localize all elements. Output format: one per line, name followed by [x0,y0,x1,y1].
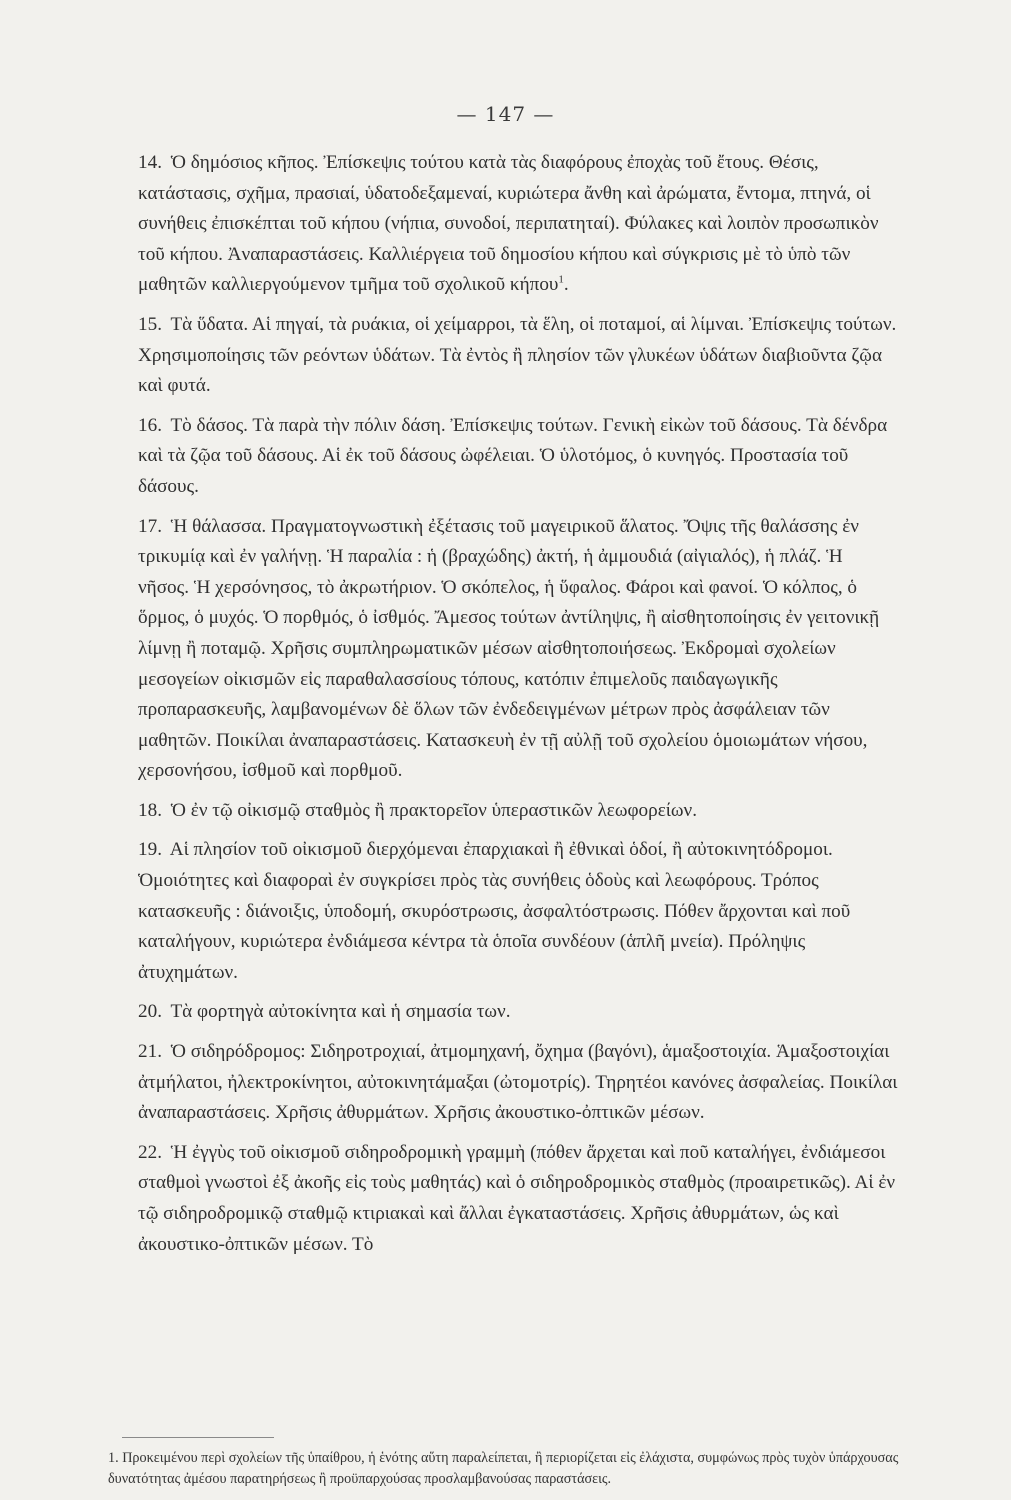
paragraph-text: Ὁ σιδηρόδρομος: Σιδηροτροχιαί, ἀτμομηχανή, ὄχημα (βαγόνι), ἁμαξοστοιχία. Ἁμαξοστοιχίαι ἀτμήλατοι, ἠλεκτροκίνητοι, αὐτοκινητάμαξαι (ὠτομοτρίς). Τηρητέοι κανόνες ἀσφαλείας. Ποικίλαι ἀναπαραστάσεις. Χρῆσις ἀθυρμάτων. Χρῆσις ἀκουστικο-ὀπτικῶν μέσων. [138,1041,898,1124]
paragraph-text: Ἡ ἐγγὺς τοῦ οἰκισμοῦ σιδηροδρομικὴ γραμμὴ (πόθεν ἄρχεται καὶ ποῦ καταλήγει, ἐνδιάμεσοι σταθμοὶ γνωστοὶ ἐξ ἀκοῆς εἰς τοὺς μαθητάς) καὶ ὁ σιδηροδρομικὸς σταθμὸς (προαιρετικῶς). Αἱ ἐν τῷ σιδηροδρομικῷ σταθμῷ κτιριακαὶ καὶ ἄλλαι ἐγκαταστάσεις. Χρῆσις ἀθυρμάτων, ὡς καὶ ἀκουστικο-ὀπτικῶν μέσων. Τὸ [138,1141,896,1255]
footnote [108,1448,900,1490]
paragraph-number: 20. [138,1001,162,1023]
footnote-number: 1. [108,1450,119,1466]
paragraph-20 [138,997,898,1028]
paragraph-tail: . [563,274,569,296]
paragraph-text: Ὁ δημόσιος κῆπος. Ἐπίσκεψις τούτου κατὰ τὰς διαφόρους ἐποχὰς τοῦ ἔτους. Θέσις, κατάστασις, σχῆμα, πρασιαί, ὑδατοδεξαμεναί, κυριώτερα ἄνθη καὶ ἀρώματα, ἔντομα, πτηνά, οἱ συνήθεις ἐπισκέπται τοῦ κήπου (νήπια, συνοδοί, περιπατηταί). Φύλακες καὶ λοιπὸν προσωπικὸν τοῦ κήπου. Ἀναπαραστάσεις. Καλλιέργεια τοῦ δημοσίου κήπου καὶ σύγκρισις μὲ τὸ ὑπὸ τῶν μαθητῶν καλλιεργούμενον τμῆμα τοῦ σχολικοῦ κήπου [138,152,879,296]
body-text [138,148,898,1269]
footnote-divider [122,1437,274,1438]
paragraph-text: Τὸ δάσος. Τὰ παρὰ τὴν πόλιν δάση. Ἐπίσκεψις τούτων. Γενικὴ εἰκὼν τοῦ δάσους. Τὰ δένδρα καὶ τὰ ζῷα τοῦ δάσους. Αἱ ἐκ τοῦ δάσους ὠφέλειαι. Ὁ ὑλοτόμος, ὁ κυνηγός. Προστασία τοῦ δάσους. [138,414,888,497]
paragraph-21 [138,1037,898,1129]
paragraph-14 [138,148,898,301]
footnote-text-block [108,1448,900,1490]
paragraph-text: Τὰ ὕδατα. Αἱ πηγαί, τὰ ρυάκια, οἱ χείμαρροι, τὰ ἕλη, οἱ ποταμοί, αἱ λίμναι. Ἐπίσκεψις τούτων. Χρησιμοποίησις τῶν ρεόντων ὑδάτων. Τὰ ἐντὸς ἢ πλησίον τῶν γλυκέων ὑδάτων διαβιοῦντα ζῷα καὶ φυτά. [138,313,897,397]
paragraph-text: Αἱ πλησίον τοῦ οἰκισμοῦ διερχόμεναι ἐπαρχιακαὶ ἢ ἐθνικαὶ ὁδοί, ἢ αὐτοκινητόδρομοι. Ὁμοιότητες καὶ διαφοραὶ ἐν συγκρίσει πρὸς τὰς συνήθεις ὁδοὺς καὶ λεωφόρους. Τρόπος κατασκευῆς : διάνοιξις, ὑποδομή, σκυρόστρωσις, ἀσφαλτόστρωσις. Πόθεν ἄρχονται καὶ ποῦ καταλήγουν, κυριώτερα ἐνδιάμεσα κέντρα τὰ ὁποῖα συνδέουν (ἁπλῆ μνεία). Πρόληψις ἀτυχημάτων. [138,839,851,983]
paragraph-19 [138,835,898,988]
paragraph-17 [138,512,898,787]
paragraph-text: Ὁ ἐν τῷ οἰκισμῷ σταθμὸς ἢ πρακτορεῖον ὑπεραστικῶν λεωφορείων. [170,799,698,821]
paragraph-15 [138,310,898,402]
paragraph-16 [138,411,898,503]
paragraph-number: 15. [138,313,162,335]
paragraph-number: 18. [138,799,162,821]
paragraph-number: 21. [138,1041,162,1063]
paragraph-22 [138,1138,898,1260]
footnote-text: Προκειμένου περὶ σχολείων τῆς ὑπαίθρου, ἡ ἑνότης αὕτη παραλείπεται, ἢ περιορίζεται εἰς ἐλάχιστα, συμφώνως πρὸς τυχὸν ὑπάρχουσας δυνατότητας ἀμέσου παρατηρήσεως ἢ προϋπαρχούσας προσλαμβανούσας παραστάσεις. [108,1450,899,1488]
paragraph-number: 19. [138,839,162,861]
paragraph-number: 22. [138,1141,162,1163]
paragraph-text: Ἡ θάλασσα. Πραγματογνωστικὴ ἐξέτασις τοῦ μαγειρικοῦ ἅλατος. Ὄψις τῆς θαλάσσης ἐν τρικυμίᾳ καὶ ἐν γαλήνῃ. Ἡ παραλία : ἡ (βραχώδης) ἀκτή, ἡ ἀμμουδιά (αἰγιαλός), ἡ πλάζ. Ἡ νῆσος. Ἡ χερσόνησος, τὸ ἀκρωτήριον. Ὁ σκόπελος, ἡ ὕφαλος. Φάροι καὶ φανοί. Ὁ κόλπος, ὁ ὅρμος, ὁ μυχός. Ὁ πορθμός, ὁ ἰσθμός. Ἄμεσος τούτων ἀντίληψις, ἢ αἰσθητοποίησις ἐν γειτονικῇ λίμνῃ ἢ ποταμῷ. Χρῆσις συμπληρωματικῶν μέσων αἰσθητοποιήσεως. Ἐκδρομαὶ σχολείων μεσογείων οἰκισμῶν εἰς παραθαλασσίους τόπους, κατόπιν ἐπιμελοῦς παιδαγωγικῆς προπαρασκευῆς, λαμβανομένων δὲ ὅλων τῶν ἐνδεδειγμένων μέτρων πρὸς ἀσφάλειαν τῶν μαθητῶν. Ποικίλαι ἀναπαραστάσεις. Κατασκευὴ ἐν τῇ αὐλῇ τοῦ σχολείου ὁμοιωμάτων νήσου, χερσονήσου, ἰσθμοῦ καὶ πορθμοῦ. [138,515,880,782]
paragraph-number: 16. [138,414,162,436]
paragraph-18 [138,796,898,827]
paragraph-text: Τὰ φορτηγὰ αὐτοκίνητα καὶ ἡ σημασία των. [170,1001,511,1023]
paragraph-number: 14. [138,152,162,173]
page-number: — 147 — [456,102,555,126]
paragraph-number: 17. [138,515,162,537]
footnote-ref: 1 [558,273,564,286]
